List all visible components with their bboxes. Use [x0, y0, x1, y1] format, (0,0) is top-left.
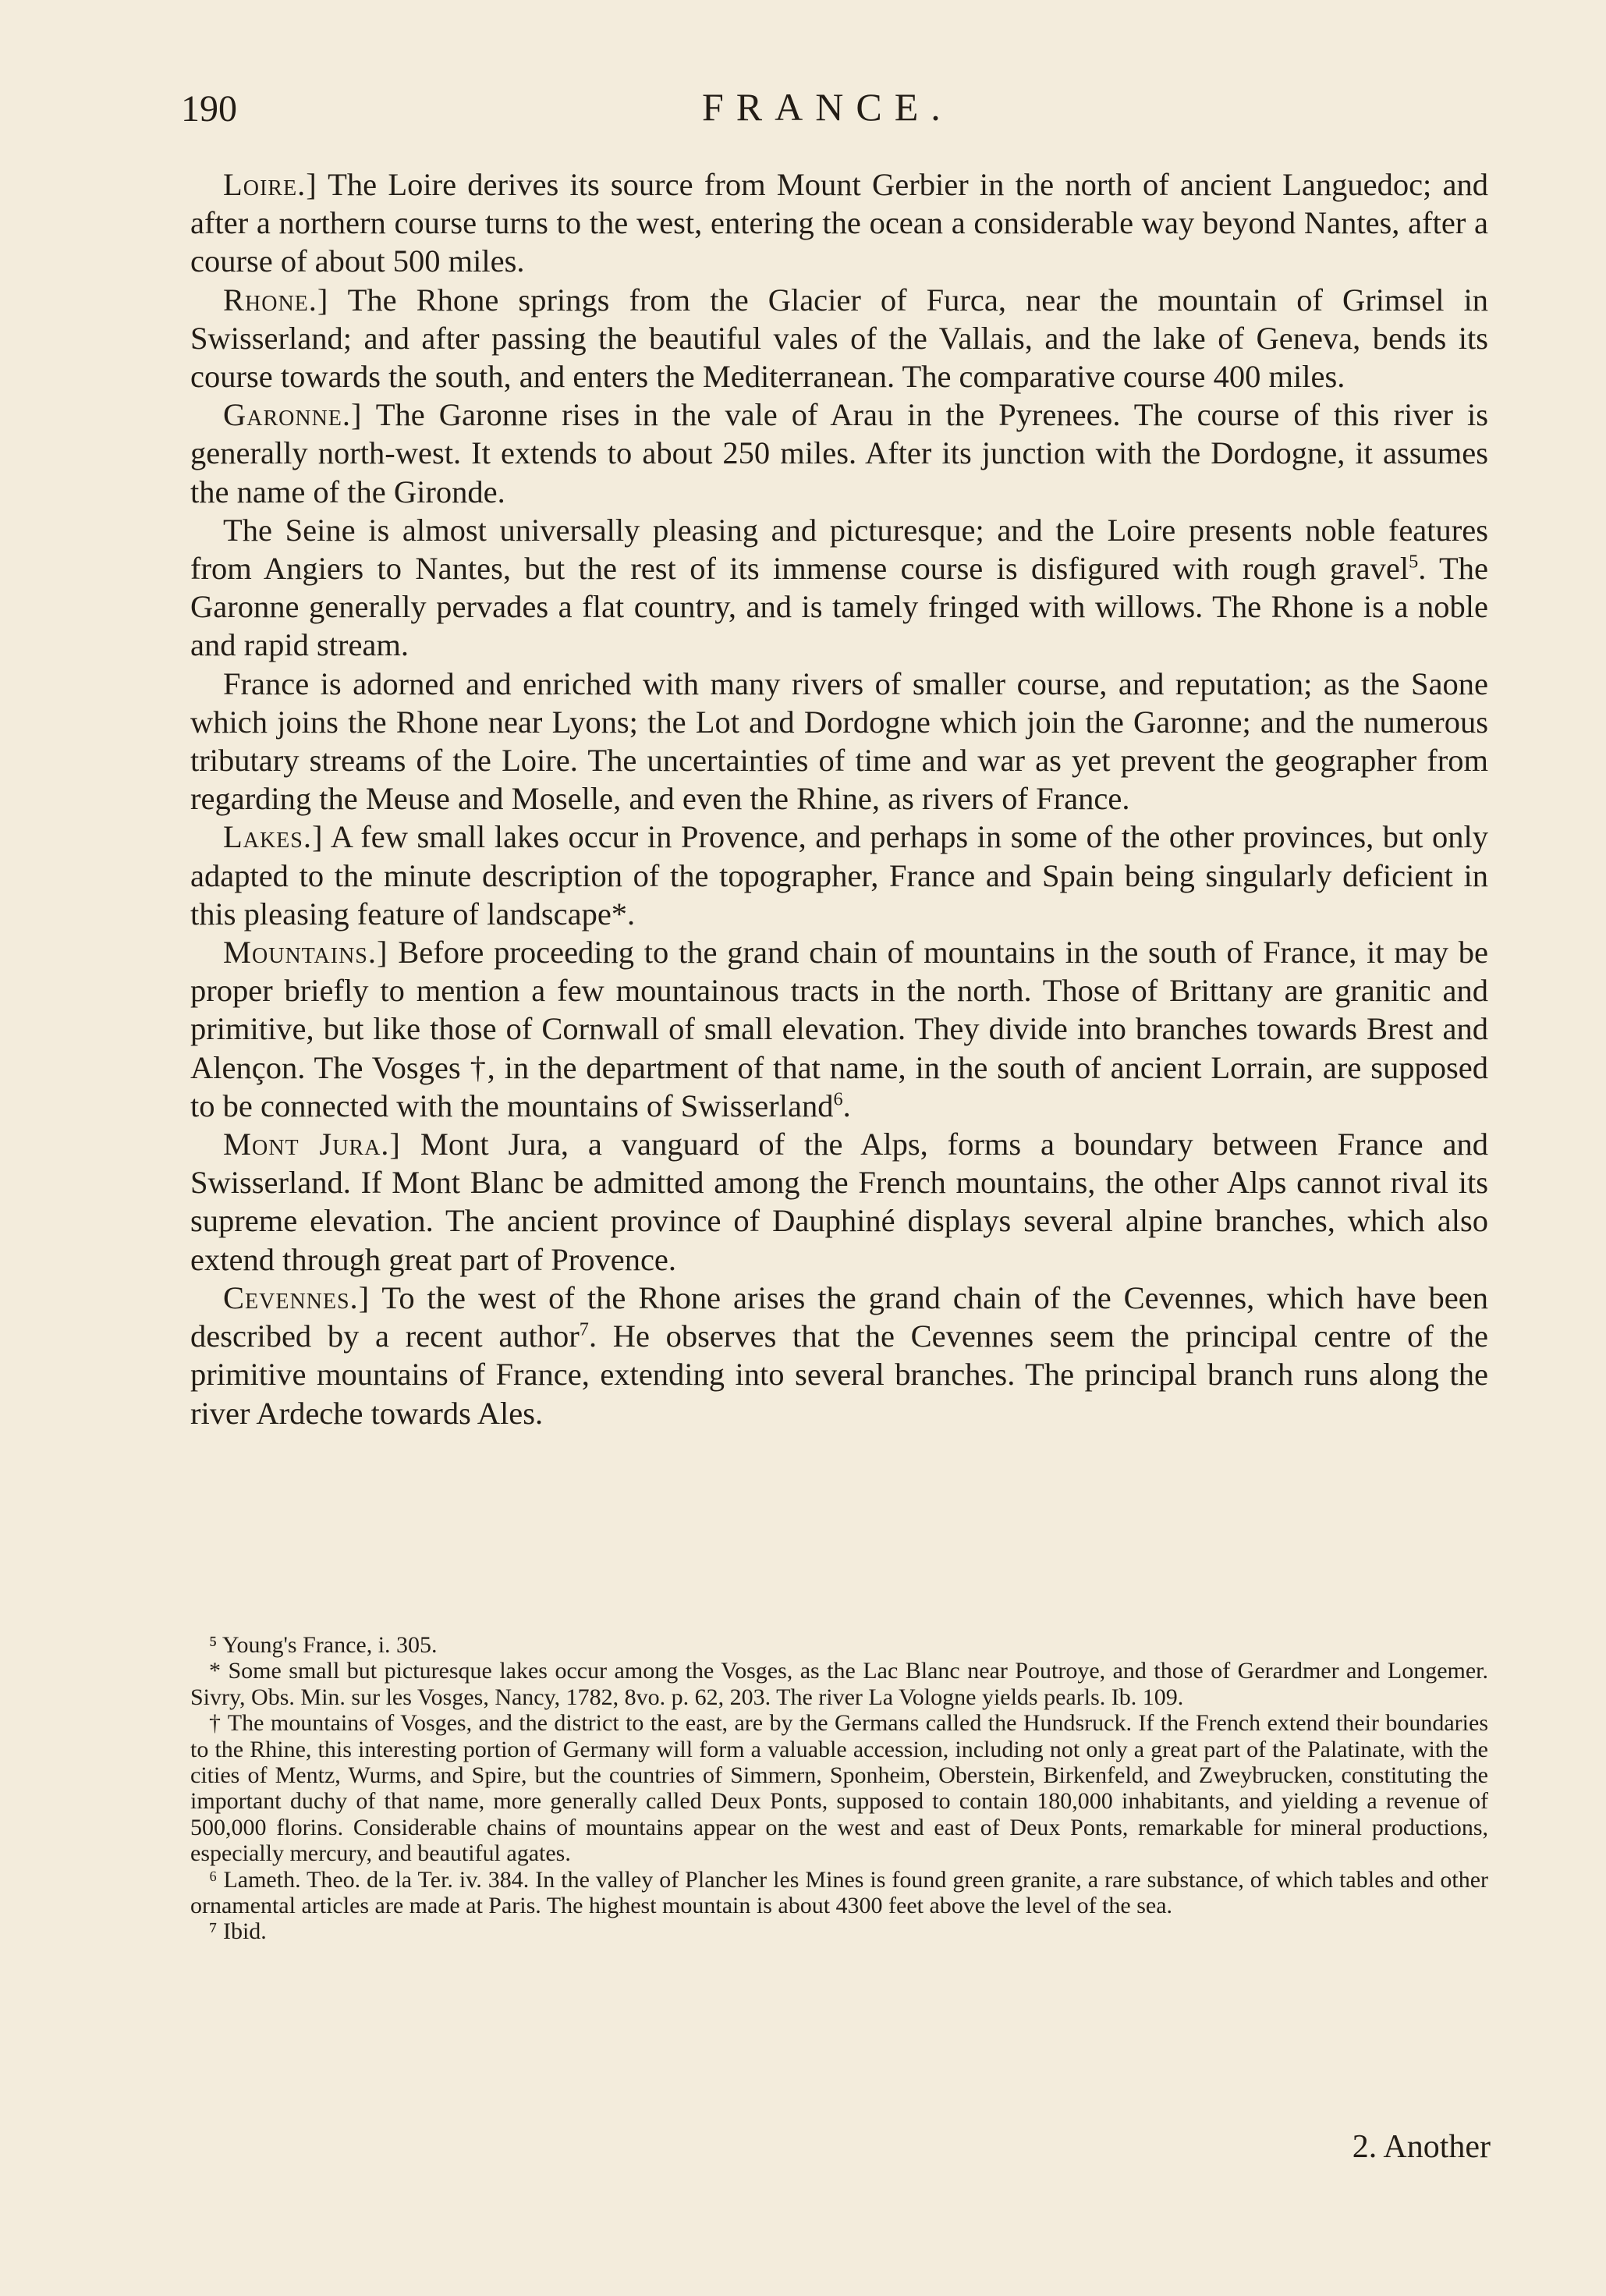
paragraph-text: France is adorned and enriched with many rivers of smaller course, and reputation; as the Saone which joins the Rhone near Lyons; the Lot and Dordogne which join the Garonne; and the numerous tributary streams of the Loire. The uncertainties of time and war as yet prevent the geographer from regarding the Meuse and Moselle, and even the Rhine, as rivers of France.	[190, 665, 1488, 817]
footnote: * Some small but picturesque lakes occur among the Vosges, as the Lac Blanc near Poutroye, and those of Gerardmer and Longemer. Sivry, Obs. Min. sur les Vosges, Nancy, 1782, 8vo. p. 62, 203. The river La Vologne yields pearls. Ib. 109.	[190, 1658, 1488, 1710]
body-text	[190, 165, 1488, 1432]
footnote: † The mountains of Vosges, and the district to the east, are by the Germans called the Hundsruck. If the French extend their boundaries to the Rhine, this interesting portion of Germany will form a valuable accession, including not only a great part of the Palatinate, with the cities of Mentz, Wurms, and Spire, but the countries of Simmern, Sponheim, Oberstein, Birkenfeld, and Zweybrucken, constituting the important duchy of that name, more generally called Deux Ponts, supposed to contain 180,000 inhabitants, and yielding a revenue of 500,000 florins. Considerable chains of mountains appear on the west and east of Deux Ponts, remarkable for mineral productions, especially mercury, and beautiful agates.	[190, 1710, 1488, 1867]
sidehead: Garonne.]	[223, 397, 363, 433]
paragraph-text: The Seine is almost universally pleasing and picturesque; and the Loire presents noble features from Angiers to Nantes, but the rest of its immense course is disfigured with rough gravel	[190, 512, 1488, 587]
footnotes	[190, 1632, 1488, 1945]
paragraph-cevennes	[190, 1279, 1488, 1432]
paragraph-text: Mont Jura, a vanguard of the Alps, forms a boundary between France and Swisserland. If Mont Blanc be admitted among the French mountains, the other Alps cannot rival its supreme elevation. The ancient province of Dauphiné displays several alpine branches, which also extend through great part of Provence.	[190, 1127, 1489, 1277]
paragraph-text: To the west of the Rhone arises the grand chain of the Cevennes, which have been described by a recent author	[190, 1279, 1488, 1354]
sidehead: Loire.]	[223, 167, 317, 202]
paragraph-garonne	[190, 396, 1488, 511]
footnote: ⁶ Lameth. Theo. de la Ter. iv. 384. In the valley of Plancher les Mines is found green granite, a rare substance, of which tables and other ornamental articles are made at Paris. The highest mountain is about 4300 feet above the level of the sea.	[190, 1866, 1488, 1919]
paragraph-text: The Rhone springs from the Glacier of Furca, near the mountain of Grimsel in Swisserland; and after passing the beautiful vales of the Vallais, and the lake of Geneva, bends its course towards the south, and enters the Mediterranean. The comparative course 400 miles.	[190, 282, 1488, 395]
paragraph-text-after: .	[842, 1088, 851, 1123]
paragraph-mountains	[190, 933, 1488, 1125]
catchword: 2. Another	[1352, 2129, 1491, 2165]
paragraph-text: Before proceeding to the grand chain of mountains in the south of France, it may be proper briefly to mention a few mountainous tracts in the north. Those of Brittany are granitic and primitive, but like those of Cornwall of small elevation. They divide into branches towards Brest and Alençon. The Vosges †, in the department of that name, in the south of ancient Lorrain, are supposed to be connected with the mountains of Swisserland	[190, 935, 1488, 1123]
footnote-ref: 5	[1409, 551, 1419, 573]
page-number: 190	[181, 88, 237, 130]
paragraph-text: The Loire derives its source from Mount Gerbier in the north of ancient Languedoc; and after a northern course turns to the west, entering the ocean a considerable way beyond Nantes, after a course of about 500 miles.	[190, 167, 1488, 279]
sidehead: Mountains.]	[223, 935, 388, 971]
paragraph-seine	[190, 511, 1488, 665]
paragraph-rhone	[190, 281, 1488, 396]
footnote-ref: 7	[579, 1318, 589, 1340]
paragraph-lakes	[190, 818, 1488, 933]
footnote: ⁷ Ibid.	[209, 1918, 267, 1945]
paragraph-rivers	[190, 665, 1488, 818]
sidehead: Lakes.]	[223, 819, 324, 855]
running-head: FRANCE.	[702, 85, 953, 129]
paragraph-text: The Garonne rises in the vale of Arau in the Pyrenees. The course of this river is generally north-west. It extends to about 250 miles. After its junction with the Dordogne, it assumes the name of the Gironde.	[190, 397, 1488, 509]
paragraph-mont-jura	[190, 1125, 1488, 1279]
footnote-ref: 6	[833, 1088, 843, 1110]
footnote: ⁵ Young's France, i. 305.	[209, 1632, 438, 1658]
paragraph-text-after: . He observes that the Cevennes seem the principal centre of the primitive mountains of France, extending into several branches. The principal branch runs along the river Ardeche towards Ales.	[190, 1318, 1488, 1431]
paragraph-loire	[190, 165, 1488, 281]
paragraph-text-after: . The Garonne generally pervades a flat country, and is tamely fringed with willows. The Rhone is a noble and rapid stream.	[190, 551, 1489, 663]
sidehead: Mont Jura.]	[223, 1127, 401, 1162]
sidehead: Cevennes.]	[223, 1279, 370, 1315]
paragraph-text: A few small lakes occur in Provence, and perhaps in some of the other provinces, but only adapted to the minute description of the topographer, France and Spain being singularly deficient in this pleasing feature of landscape*.	[190, 819, 1488, 932]
sidehead: Rhone.]	[223, 282, 329, 318]
